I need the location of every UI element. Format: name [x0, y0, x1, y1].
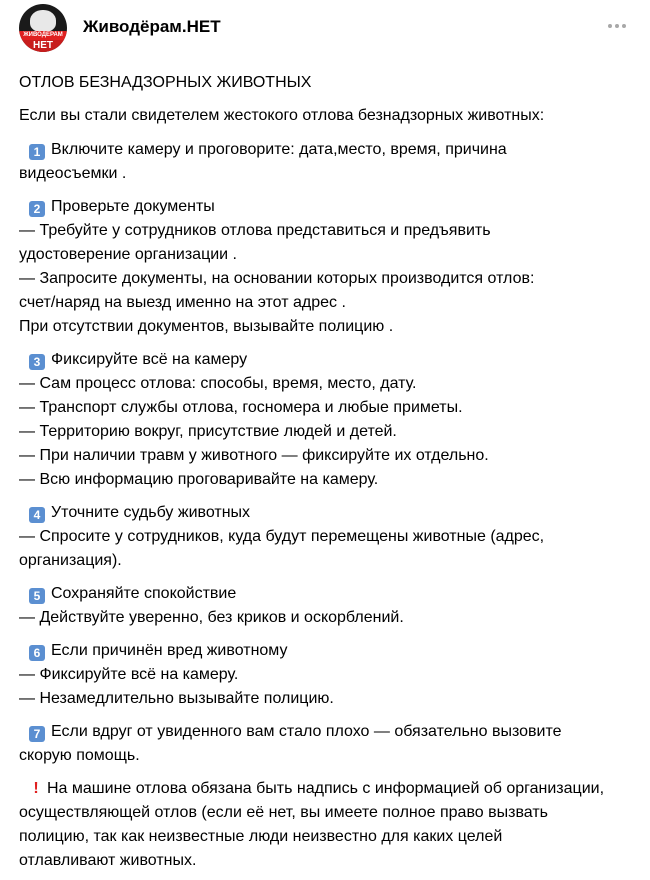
step-heading	[19, 720, 636, 744]
step-text: счет/наряд на выезд именно на этот адрес .	[19, 294, 346, 311]
avatar[interactable]	[19, 4, 67, 52]
post-title: ОТЛОВ БЕЗНАДЗОРНЫХ ЖИВОТНЫХ	[19, 74, 312, 91]
step-line	[19, 396, 636, 420]
step-heading	[19, 138, 636, 162]
post-intro: Если вы стали свидетелем жестокого отлова безнадзорных животных:	[19, 107, 545, 124]
step-text: — При наличии травм у животного — фиксируйте их отдельно.	[19, 447, 489, 464]
step-text: Фиксируйте всё на камеру	[51, 351, 248, 368]
step-line	[19, 267, 636, 291]
steps-list	[19, 138, 636, 768]
step-line	[19, 549, 636, 573]
step-7	[19, 720, 636, 768]
step-line	[19, 243, 636, 267]
step-text: Уточните судьбу животных	[51, 504, 251, 521]
step-text: удостоверение организации .	[19, 246, 237, 263]
step-1	[19, 138, 636, 186]
step-line	[19, 525, 636, 549]
step-line	[19, 315, 636, 339]
warning-line	[19, 801, 636, 825]
step-line	[19, 444, 636, 468]
more-options-button[interactable]	[600, 14, 634, 38]
group-name[interactable]: Живодёрам.НЕТ	[83, 17, 221, 36]
step-line	[19, 219, 636, 243]
step-line	[19, 606, 636, 630]
step-text: — Транспорт службы отлова, госномера и любые приметы.	[19, 399, 463, 416]
warning-line	[19, 777, 636, 801]
warning-line	[19, 849, 636, 873]
keycap-number-icon: 3	[29, 354, 45, 370]
warning-text: отлавливают животных.	[19, 852, 197, 869]
step-line	[19, 291, 636, 315]
warning-text: полицию, так как неизвестные люди неизвестно для каких целей	[19, 828, 503, 845]
step-heading	[19, 348, 636, 372]
step-text: Проверьте документы	[51, 198, 215, 215]
step-text: — Спросите у сотрудников, куда будут перемещены животные (адрес,	[19, 528, 545, 545]
step-heading	[19, 195, 636, 219]
step-text: — Сам процесс отлова: способы, время, место, дату.	[19, 375, 417, 392]
step-text: Если вдруг от увиденного вам стало плохо — обязательно вызовите	[51, 723, 562, 740]
step-line	[19, 162, 636, 186]
more-horizontal-icon	[608, 24, 612, 28]
step-text: Сохраняйте спокойствие	[51, 585, 237, 602]
warning-text: На машине отлова обязана быть надпись с информацией об организации,	[47, 780, 605, 797]
step-text: — Действуйте уверенно, без криков и оскорблений.	[19, 609, 404, 626]
warning-note	[19, 777, 636, 873]
step-3	[19, 348, 636, 492]
dog-logo-icon	[30, 10, 56, 32]
keycap-number-icon: 5	[29, 588, 45, 604]
step-text: При отсутствии документов, вызывайте полицию .	[19, 318, 394, 335]
step-line	[19, 663, 636, 687]
keycap-number-icon: 4	[29, 507, 45, 523]
step-line	[19, 744, 636, 768]
step-heading	[19, 501, 636, 525]
step-line	[19, 687, 636, 711]
step-line	[19, 468, 636, 492]
keycap-number-icon: 1	[29, 144, 45, 160]
post-header	[0, 0, 650, 56]
step-heading	[19, 582, 636, 606]
step-text: видеосъемки .	[19, 165, 127, 182]
step-text: — Требуйте у сотрудников отлова представиться и предъявить	[19, 222, 491, 239]
step-2	[19, 195, 636, 339]
step-text: — Территорию вокруг, присутствие людей и детей.	[19, 423, 397, 440]
step-6	[19, 639, 636, 711]
warning-text: осуществляющей отлов (если её нет, вы имеете полное право вызвать	[19, 804, 548, 821]
more-horizontal-icon	[622, 24, 626, 28]
exclamation-icon: !	[33, 780, 39, 797]
step-line	[19, 372, 636, 396]
step-4	[19, 501, 636, 573]
warning-line	[19, 825, 636, 849]
step-line	[19, 420, 636, 444]
avatar-top-text: ЖИВОДЕРАМ	[19, 31, 67, 40]
keycap-number-icon: 2	[29, 201, 45, 217]
step-text: — Фиксируйте всё на камеру.	[19, 666, 239, 683]
step-heading	[19, 639, 636, 663]
step-text: Включите камеру и проговорите: дата,место, время, причина	[51, 141, 507, 158]
step-text: организация).	[19, 552, 122, 569]
post-body	[0, 71, 650, 873]
avatar-bottom-text: НЕТ	[19, 40, 67, 52]
step-5	[19, 582, 636, 630]
step-text: скорую помощь.	[19, 747, 140, 764]
keycap-number-icon: 7	[29, 726, 45, 742]
step-text: Если причинён вред животному	[51, 642, 288, 659]
step-text: — Запросите документы, на основании которых производится отлов:	[19, 270, 535, 287]
step-text: — Незамедлительно вызывайте полицию.	[19, 690, 334, 707]
keycap-number-icon: 6	[29, 645, 45, 661]
more-horizontal-icon	[615, 24, 619, 28]
step-text: — Всю информацию проговаривайте на камеру.	[19, 471, 379, 488]
